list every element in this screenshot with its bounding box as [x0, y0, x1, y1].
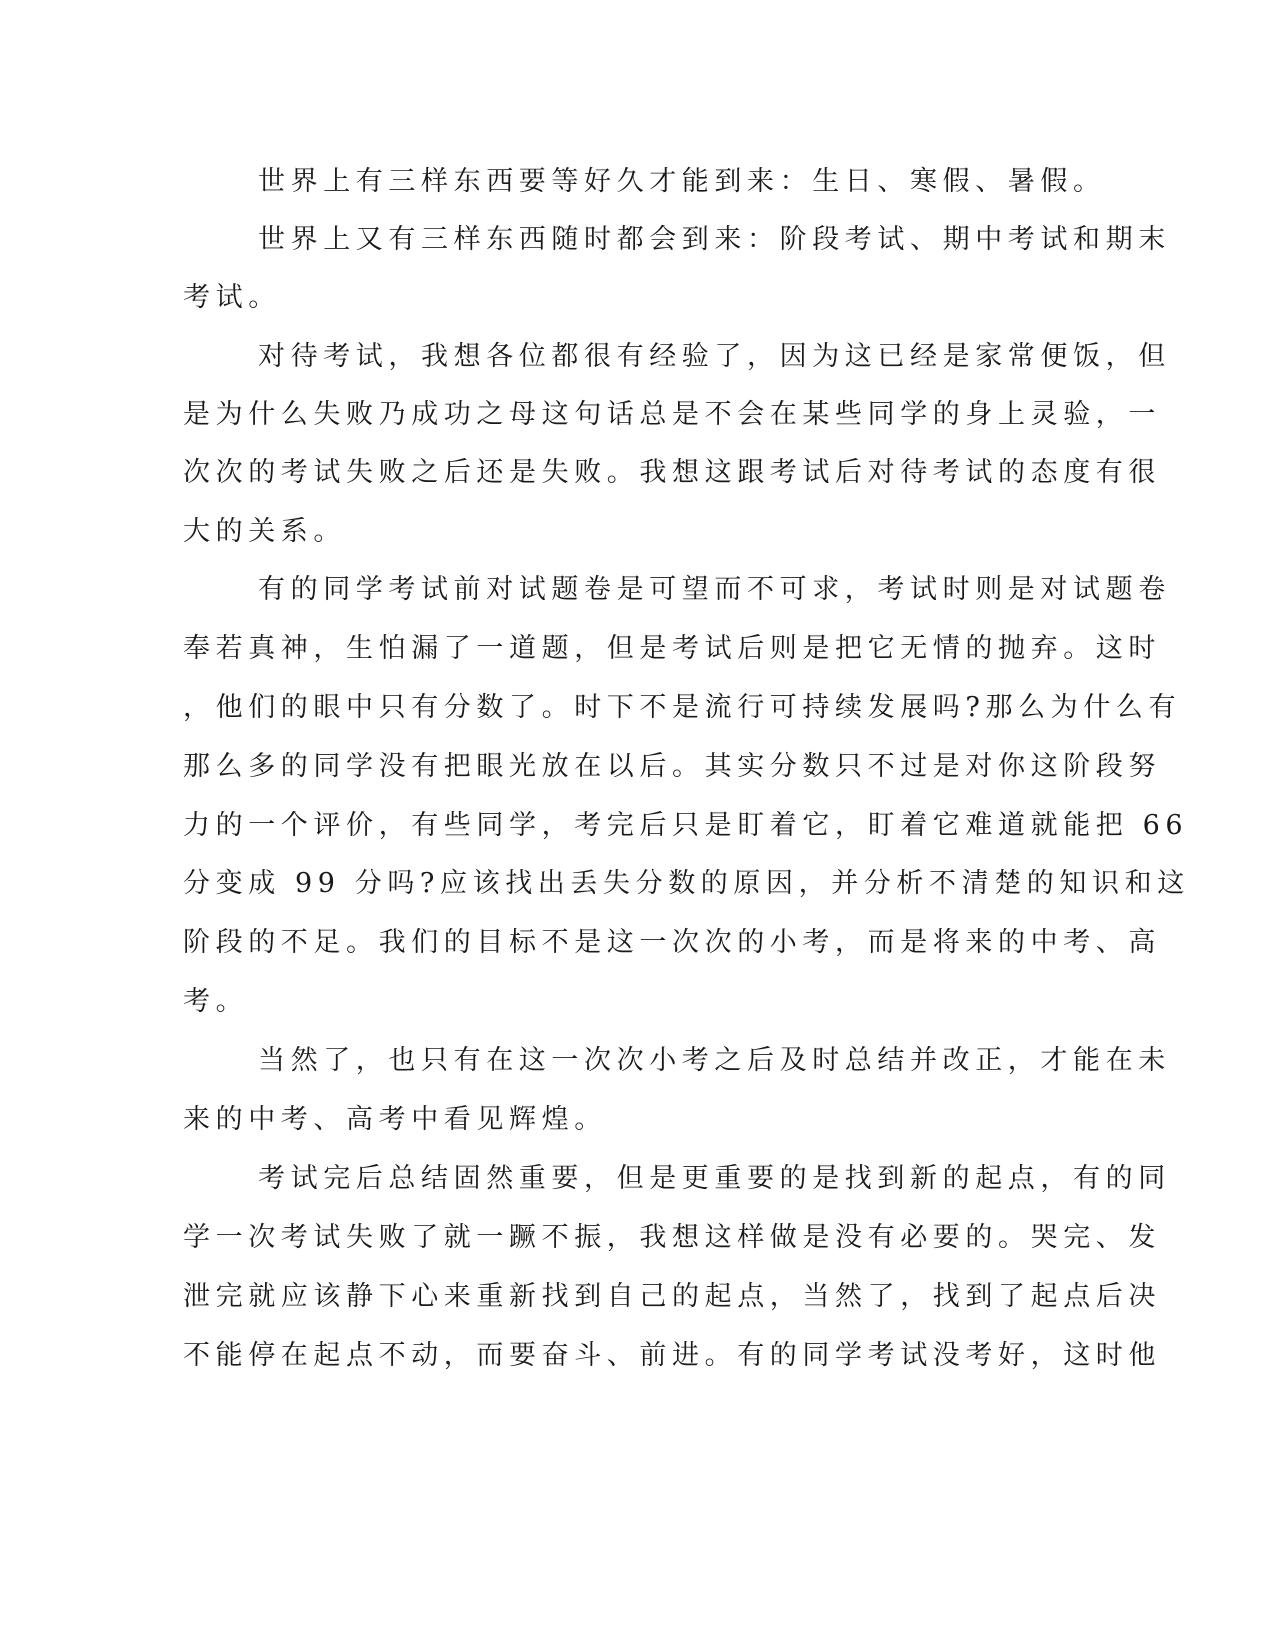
text-line: ，他们的眼中只有分数了。时下不是流行可持续发展吗?那么为什么有 — [183, 692, 1182, 723]
text-line: 力的一个评价，有些同学，考完后只是盯着它，盯着它难道就能把 66 — [183, 810, 1189, 841]
text-line: 学一次考试失败了就一蹶不振，我想这样做是没有必要的。哭完、发 — [183, 1222, 1161, 1253]
text-line: 那么多的同学没有把眼光放在以后。其实分数只不过是对你这阶段努 — [183, 751, 1161, 782]
text-line: 是为什么失败乃成功之母这句话总是不会在某些同学的身上灵验，一 — [183, 399, 1161, 430]
text-line: 来的中考、高考中看见辉煌。 — [183, 1104, 607, 1135]
text-line: 不能停在起点不动，而要奋斗、前进。有的同学考试没考好，这时他 — [183, 1340, 1161, 1371]
text-line: 分变成 99 分吗?应该找出丢失分数的原因，并分析不清楚的知识和这 — [183, 868, 1190, 899]
text-line: 有的同学考试前对试题卷是可望而不可求，考试时则是对试题卷 — [258, 574, 1171, 605]
text-line: 对待考试，我想各位都很有经验了，因为这已经是家常便饭，但 — [258, 341, 1171, 372]
text-line: 次次的考试失败之后还是失败。我想这跟考试后对待考试的态度有很 — [183, 457, 1161, 488]
text-line: 奉若真神，生怕漏了一道题，但是考试后则是把它无情的抛弃。这时 — [183, 633, 1161, 664]
text-line: 考试完后总结固然重要，但是更重要的是找到新的起点，有的同 — [258, 1163, 1171, 1194]
text-line: 阶段的不足。我们的目标不是这一次次的小考，而是将来的中考、高 — [183, 927, 1161, 958]
text-line: 当然了，也只有在这一次次小考之后及时总结并改正，才能在未 — [258, 1045, 1171, 1076]
text-line: 考试。 — [183, 282, 281, 313]
text-line: 大的关系。 — [183, 516, 346, 547]
text-line: 考。 — [183, 986, 249, 1017]
text-line: 世界上有三样东西要等好久才能到来：生日、寒假、暑假。 — [258, 166, 1106, 197]
text-line: 泄完就应该静下心来重新找到自己的起点，当然了，找到了起点后决 — [183, 1281, 1161, 1312]
text-line: 世界上又有三样东西随时都会到来：阶段考试、期中考试和期末 — [258, 224, 1171, 255]
